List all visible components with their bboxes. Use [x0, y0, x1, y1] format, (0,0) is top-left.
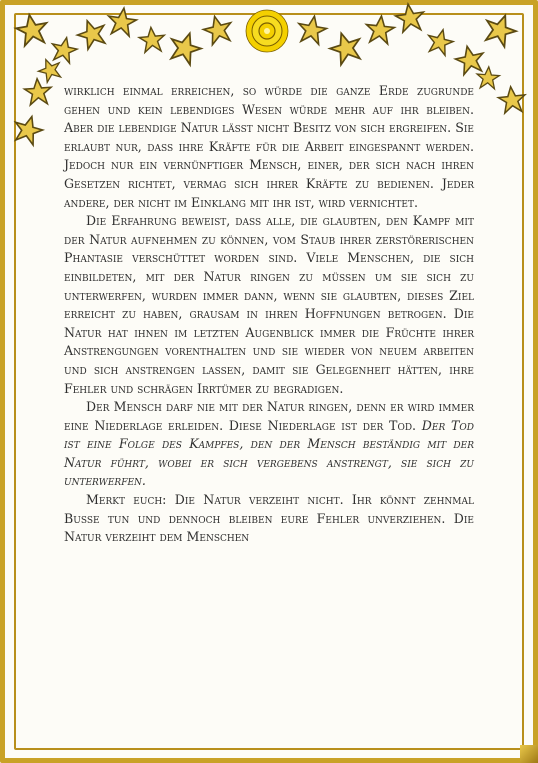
paragraph-p2	[64, 212, 474, 398]
paragraph-p1	[64, 82, 474, 212]
body-text: Merkt euch: Die Natur verzeiht nicht. Ihr könnt zehnmal Busse tun und dennoch bleiben eure Fehler unverziehen. Die Natur verzeiht dem Menschen	[64, 492, 474, 545]
paragraph-p4	[64, 491, 474, 547]
body-text: Die Erfahrung beweist, dass alle, die glaubten, den Kampf mit der Natur aufnehmen zu können, vom Staub ihrer zerstörerischen Phantasie verschüttet worden sind. Viele Menschen, die sich einbildeten, mit der Natur ringen zu müssen um sie sich zu unterwerfen, wurden immer dann, wenn sie glaubten, dieses Ziel erreicht zu haben, grausam in ihren Hoffnungen betrogen. Die Natur hat ihnen im letzten Augenblick immer die Früchte ihrer Anstrengungen vorenthalten und sie wieder von neuem arbeiten und sich anstrengen lassen, damit sie Gelegenheit hätten, ihre Fehler und schrägen Irrtümer zu begradigen.	[64, 213, 474, 396]
body-text: wirklich einmal erreichen, so würde die ganze Erde zugrunde gehen und kein lebendiges Wesen würde mehr auf ihr bleiben. Aber die lebendige Natur lässt nicht Besitz von sich ergreifen. Sie erlaubt nur, dass ihre Kräfte für die Arbeit eingespannt werden. Jedoch nur ein vernünftiger Mensch, einer, der sich nach ihren Gesetzen richtet, vermag sich ihrer Kräfte zu bedienen. Jeder andere, der nicht im Einklang mit ihr ist, wird vernichtet.	[64, 83, 474, 210]
paragraph-p3	[64, 398, 474, 491]
sun-icon	[244, 8, 290, 54]
frame-corner-ornament	[520, 745, 538, 763]
emphasized-text: Der Tod ist eine Folge des Kampfes, den der Mensch beständig mit der Natur führt, wobei er sich vergebens anstrengt, sie sich zu unterwerfen.	[64, 417, 474, 489]
document-body	[64, 82, 474, 547]
body-text: Der Mensch darf nie mit der Natur ringen, denn er wird immer eine Niederlage erleiden. Diese Niederlage ist der Tod.	[64, 399, 474, 433]
